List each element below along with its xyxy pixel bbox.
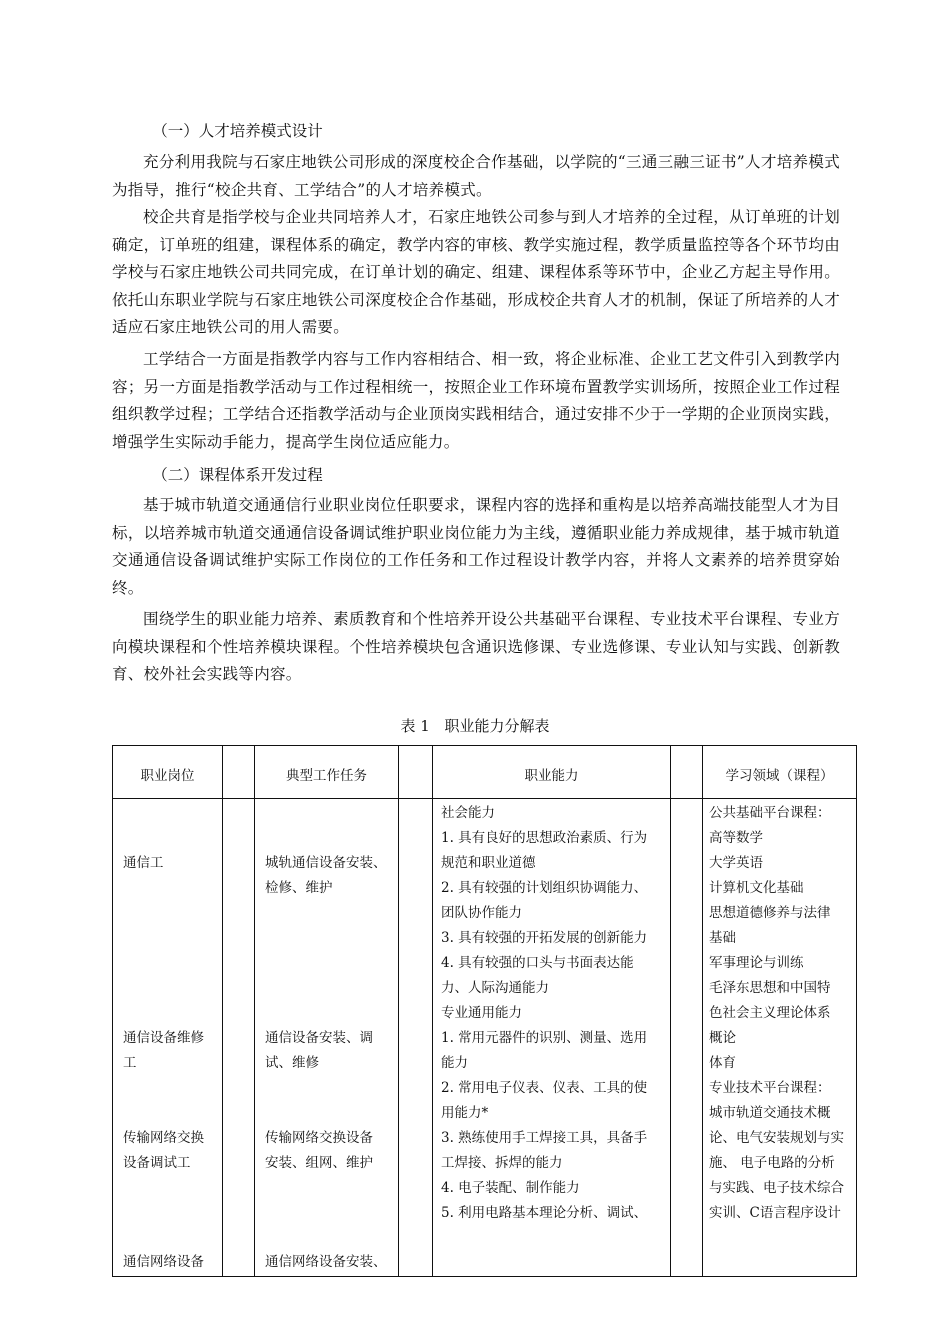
header-position: 职业岗位 bbox=[113, 746, 223, 799]
ability-line: 2. 常用电子仪表、仪表、工具的使 bbox=[441, 1080, 648, 1096]
paragraph: 围绕学生的职业能力培养、素质教育和个性培养开设公共基础平台课程、专业技术平台课程、专业方向模块课程和个性培养模块课程。个性培养模块包含通识选修课、专业选修课、专业认知与实践、创新教育、校外社会实践等内容。 bbox=[112, 610, 840, 683]
paragraph: 充分利用我院与石家庄地铁公司形成的深度校企合作基础，以学院的“三通三融三证书”人才培养模式为指导，推行“校企共育、工学结合”的人才培养模式。 bbox=[112, 153, 840, 199]
course-line: 与实践、电子技术综合 bbox=[709, 1180, 844, 1196]
spacer-column bbox=[671, 746, 703, 799]
header-course: 学习领域（课程） bbox=[703, 746, 857, 799]
table-caption-number: 表 1 bbox=[400, 717, 430, 735]
ability-line: 社会能力 bbox=[441, 805, 495, 821]
ability-line: 3. 具有较强的开拓发展的创新能力 bbox=[441, 930, 648, 946]
task-item: 通信网络设备安装、 bbox=[265, 1254, 387, 1270]
course-line: 专业技术平台课程： bbox=[709, 1080, 831, 1096]
course-line: 大学英语 bbox=[709, 855, 763, 871]
course-line: 计算机文化基础 bbox=[709, 880, 804, 896]
spacer-column bbox=[671, 799, 703, 1277]
ability-line: 能力 bbox=[441, 1055, 468, 1071]
spacer-column bbox=[399, 746, 433, 799]
section-heading-curriculum: （二）课程体系开发过程 bbox=[152, 466, 323, 484]
ability-line: 用能力* bbox=[441, 1105, 489, 1121]
header-task: 典型工作任务 bbox=[255, 746, 399, 799]
ability-line: 1. 具有良好的思想政治素质、行为 bbox=[441, 830, 648, 846]
header-ability: 职业能力 bbox=[433, 746, 671, 799]
section-heading-talent-model: （一）人才培养模式设计 bbox=[152, 122, 323, 140]
ability-line: 5. 利用电路基本理论分析、调试、 bbox=[441, 1205, 648, 1221]
course-line: 论、电气安装规划与实 bbox=[709, 1130, 844, 1146]
ability-line: 力、人际沟通能力 bbox=[441, 980, 549, 996]
course-line: 色社会主义理论体系 bbox=[709, 1005, 831, 1021]
ability-line: 2. 具有较强的计划组织协调能力、 bbox=[441, 880, 648, 896]
course-line: 高等数学 bbox=[709, 830, 763, 846]
ability-line: 1. 常用元器件的识别、测量、选用 bbox=[441, 1030, 648, 1046]
spacer-column bbox=[223, 799, 255, 1277]
ability-line: 规范和职业道德 bbox=[441, 855, 536, 871]
ability-line: 专业通用能力 bbox=[441, 1005, 522, 1021]
courses-cell bbox=[703, 799, 857, 1277]
ability-line: 3. 熟练使用手工焊接工具，具备手 bbox=[441, 1130, 648, 1146]
task-item: 城轨通信设备安装、 检修、维护 bbox=[265, 855, 387, 896]
course-line: 公共基础平台课程： bbox=[709, 805, 831, 821]
positions-cell bbox=[113, 799, 223, 1277]
position-item: 传输网络交换 设备调试工 bbox=[123, 1130, 204, 1171]
course-line: 体育 bbox=[709, 1055, 736, 1071]
position-item: 通信工 bbox=[123, 855, 164, 871]
ability-line: 4. 电子装配、制作能力 bbox=[441, 1180, 580, 1196]
ability-line: 工焊接、拆焊的能力 bbox=[441, 1155, 563, 1171]
ability-table bbox=[112, 745, 857, 1277]
spacer-column bbox=[223, 746, 255, 799]
course-line: 毛泽东思想和中国特 bbox=[709, 980, 831, 996]
table-header-row bbox=[113, 746, 857, 799]
tasks-cell bbox=[255, 799, 399, 1277]
table-caption-title: 职业能力分解表 bbox=[444, 717, 550, 735]
task-item: 传输网络交换设备 安装、组网、维护 bbox=[265, 1130, 373, 1171]
course-line: 实训、C语言程序设计 bbox=[709, 1205, 841, 1221]
paragraph: 基于城市轨道交通通信行业职业岗位任职要求，课程内容的选择和重构是以培养高端技能型人才为目标，以培养城市轨道交通通信设备调试维护职业岗位能力为主线，遵循职业能力养成规律，基于城市轨道交通通信设备调试维护实际工作岗位的工作任务和工作过程设计教学内容，并将人文素养的培养贯穿始终。 bbox=[112, 496, 840, 597]
paragraph: 校企共育是指学校与企业共同培养人才，石家庄地铁公司参与到人才培养的全过程，从订单班的计划确定，订单班的组建，课程体系的确定，教学内容的审核、教学实施过程，教学质量监控等各个环节均由学校与石家庄地铁公司共同完成，在订单计划的确定、组建、课程体系等环节中，企业乙方起主导作用。依托山东职业学院与石家庄地铁公司深度校企合作基础，形成校企共育人才的机制，保证了所培养的人才适应石家庄地铁公司的用人需要。 bbox=[112, 208, 840, 336]
position-item: 通信网络设备 bbox=[123, 1254, 204, 1270]
table-caption bbox=[0, 712, 950, 740]
course-line: 施、 电子电路的分析 bbox=[709, 1155, 835, 1171]
course-line: 城市轨道交通技术概 bbox=[709, 1105, 831, 1121]
course-line: 概论 bbox=[709, 1030, 736, 1046]
table-row bbox=[113, 799, 857, 1277]
course-line: 思想道德修养与法律 bbox=[709, 905, 831, 921]
course-line: 基础 bbox=[709, 930, 736, 946]
course-line: 军事理论与训练 bbox=[709, 955, 804, 971]
position-item: 通信设备维修 工 bbox=[123, 1030, 204, 1071]
spacer-column bbox=[399, 799, 433, 1277]
task-item: 通信设备安装、调 试、维修 bbox=[265, 1030, 373, 1071]
ability-line: 团队协作能力 bbox=[441, 905, 522, 921]
paragraph: 工学结合一方面是指教学内容与工作内容相结合、相一致，将企业标准、企业工艺文件引入到教学内容；另一方面是指教学活动与工作过程相统一，按照企业工作环境布置教学实训场所，按照企业工作过程组织教学过程；工学结合还指教学活动与企业顶岗实践相结合，通过安排不少于一学期的企业顶岗实践，增强学生实际动手能力，提高学生岗位适应能力。 bbox=[112, 350, 840, 451]
ability-line: 4. 具有较强的口头与书面表达能 bbox=[441, 955, 634, 971]
abilities-cell bbox=[433, 799, 671, 1277]
